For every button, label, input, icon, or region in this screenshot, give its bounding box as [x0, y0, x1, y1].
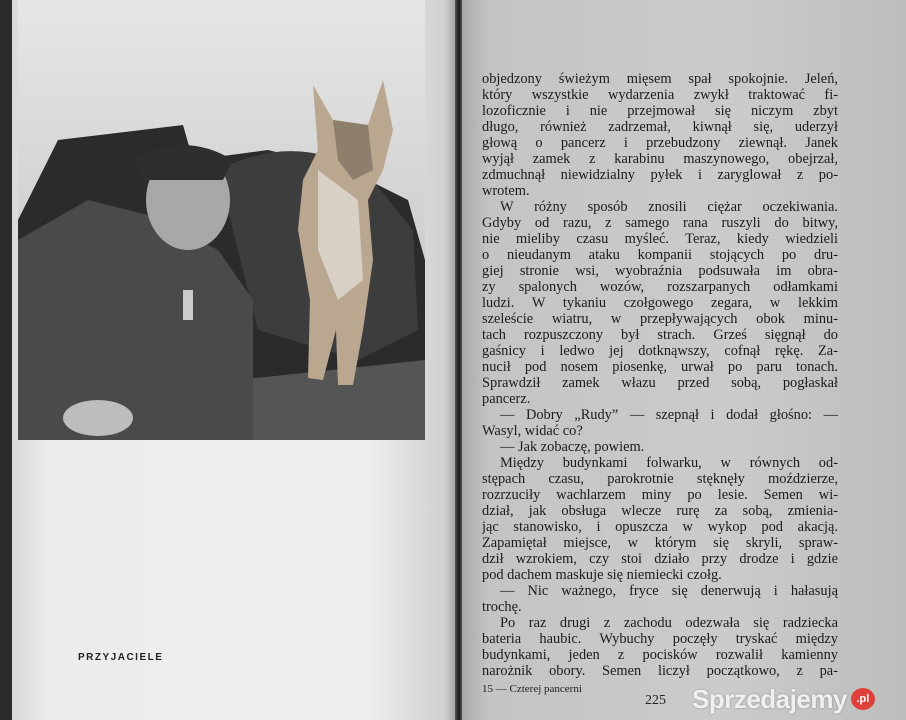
- text-line: gaśnicy i ledwo jej dotknąwszy, cofnął rękę. Za-: [482, 343, 838, 359]
- text-line: Wasyl, widać co?: [482, 423, 583, 439]
- text-line: lozoficznie i nie przejmował się niczym zbyt: [482, 103, 838, 119]
- text-line: rozrzuciły wachlarzem miny po lesie. Semen wi-: [482, 487, 838, 503]
- text-line: pancerz.: [482, 391, 531, 407]
- text-line: Między budynkami folwarku, w równych od-: [500, 455, 838, 471]
- left-page: [12, 0, 458, 720]
- right-page: [462, 0, 906, 720]
- text-line: — Dobry „Rudy” — szepnął i dodał głośno: —: [500, 407, 838, 423]
- text-line: wyjął zamek z karabinu maszynowego, obejrzał,: [482, 151, 838, 167]
- text-line: głową o pancerz i przebudzony ziewnął. Janek: [482, 135, 838, 151]
- text-line: W różny sposób znosili ciężar oczekiwania.: [500, 199, 838, 215]
- text-line: ludzi. W tykaniu czołgowego zegara, w lekkim: [482, 295, 838, 311]
- text-line: tach rozpuszczony był strach. Grześ sięgnął do: [482, 327, 838, 343]
- text-line: jąc stanowisko, i opuszcza w wykop pod akacją.: [482, 519, 838, 535]
- text-line: objedzony świeżym mięsem spał spokojnie. Jeleń,: [482, 71, 838, 87]
- text-line: wrotem.: [482, 183, 530, 199]
- watermark: [692, 684, 875, 714]
- text-line: o nieudanym ataku kompanii stojących po dru-: [482, 247, 838, 263]
- text-line: który wszystkie wydarzenia zwykł traktować fi-: [482, 87, 838, 103]
- text-line: dził wzrokiem, czy stoi działo przy drodze i gdzie: [482, 551, 838, 567]
- text-line: Po raz drugi z zachodu odezwała się radziecka: [500, 615, 838, 631]
- photo-soldier-with-dog: [18, 0, 425, 440]
- photo-caption: PRZYJACIELE: [78, 652, 164, 663]
- text-line: Gdyby od razu, z samego rana ruszyli do bitwy,: [482, 215, 838, 231]
- text-line: zdmuchnął niewidzialny pyłek i zaryglował z po-: [482, 167, 838, 183]
- text-line: pod dachem maskuje się niemiecki czołg.: [482, 567, 722, 583]
- text-line: — Nic ważnego, fryce się denerwują i hałasują: [500, 583, 838, 599]
- text-line: budynkami, jeden z pocisków rozwalił kamienny: [482, 647, 838, 663]
- text-line: nie mieliby czasu myśleć. Teraz, kiedy wiedzieli: [482, 231, 838, 247]
- watermark-badge: .pl: [851, 688, 875, 710]
- body-text: [482, 71, 838, 679]
- text-line: nucił pod nosem piosenkę, urwał po paru tonach.: [482, 359, 838, 375]
- text-line: stępach czasu, parokrotnie stęknęły moździerze,: [482, 471, 838, 487]
- text-line: bateria haubic. Wybuchy poczęły tryskać między: [482, 631, 838, 647]
- page-number: 225: [645, 693, 666, 708]
- text-line: długo, również zadrzemał, kiwnął się, uderzył: [482, 119, 838, 135]
- text-line: — Jak zobaczę, powiem.: [500, 439, 645, 455]
- text-line: Sprawdził zamek włazu przed sobą, pogłaskał: [482, 375, 838, 391]
- signature-footer: 15 — Czterej pancerni: [482, 683, 582, 695]
- text-line: trochę.: [482, 599, 522, 615]
- text-line: narożnik obory. Semen liczył początkowo, z pa-: [482, 663, 838, 679]
- text-line: szeleście wiatru, w przepływających obok minu-: [482, 311, 838, 327]
- text-line: Zapamiętał miejsce, w którym się skryli, spraw-: [482, 535, 838, 551]
- text-line: giej stronie wsi, wyobraźnia podsuwała im obra-: [482, 263, 838, 279]
- text-line: dział, jak obsługa wlecze rurę za sobą, zmienia-: [482, 503, 838, 519]
- text-line: zy spalonych wozów, rozszarpanych odłamkami: [482, 279, 838, 295]
- watermark-logo: Sprzedajemy: [692, 684, 847, 714]
